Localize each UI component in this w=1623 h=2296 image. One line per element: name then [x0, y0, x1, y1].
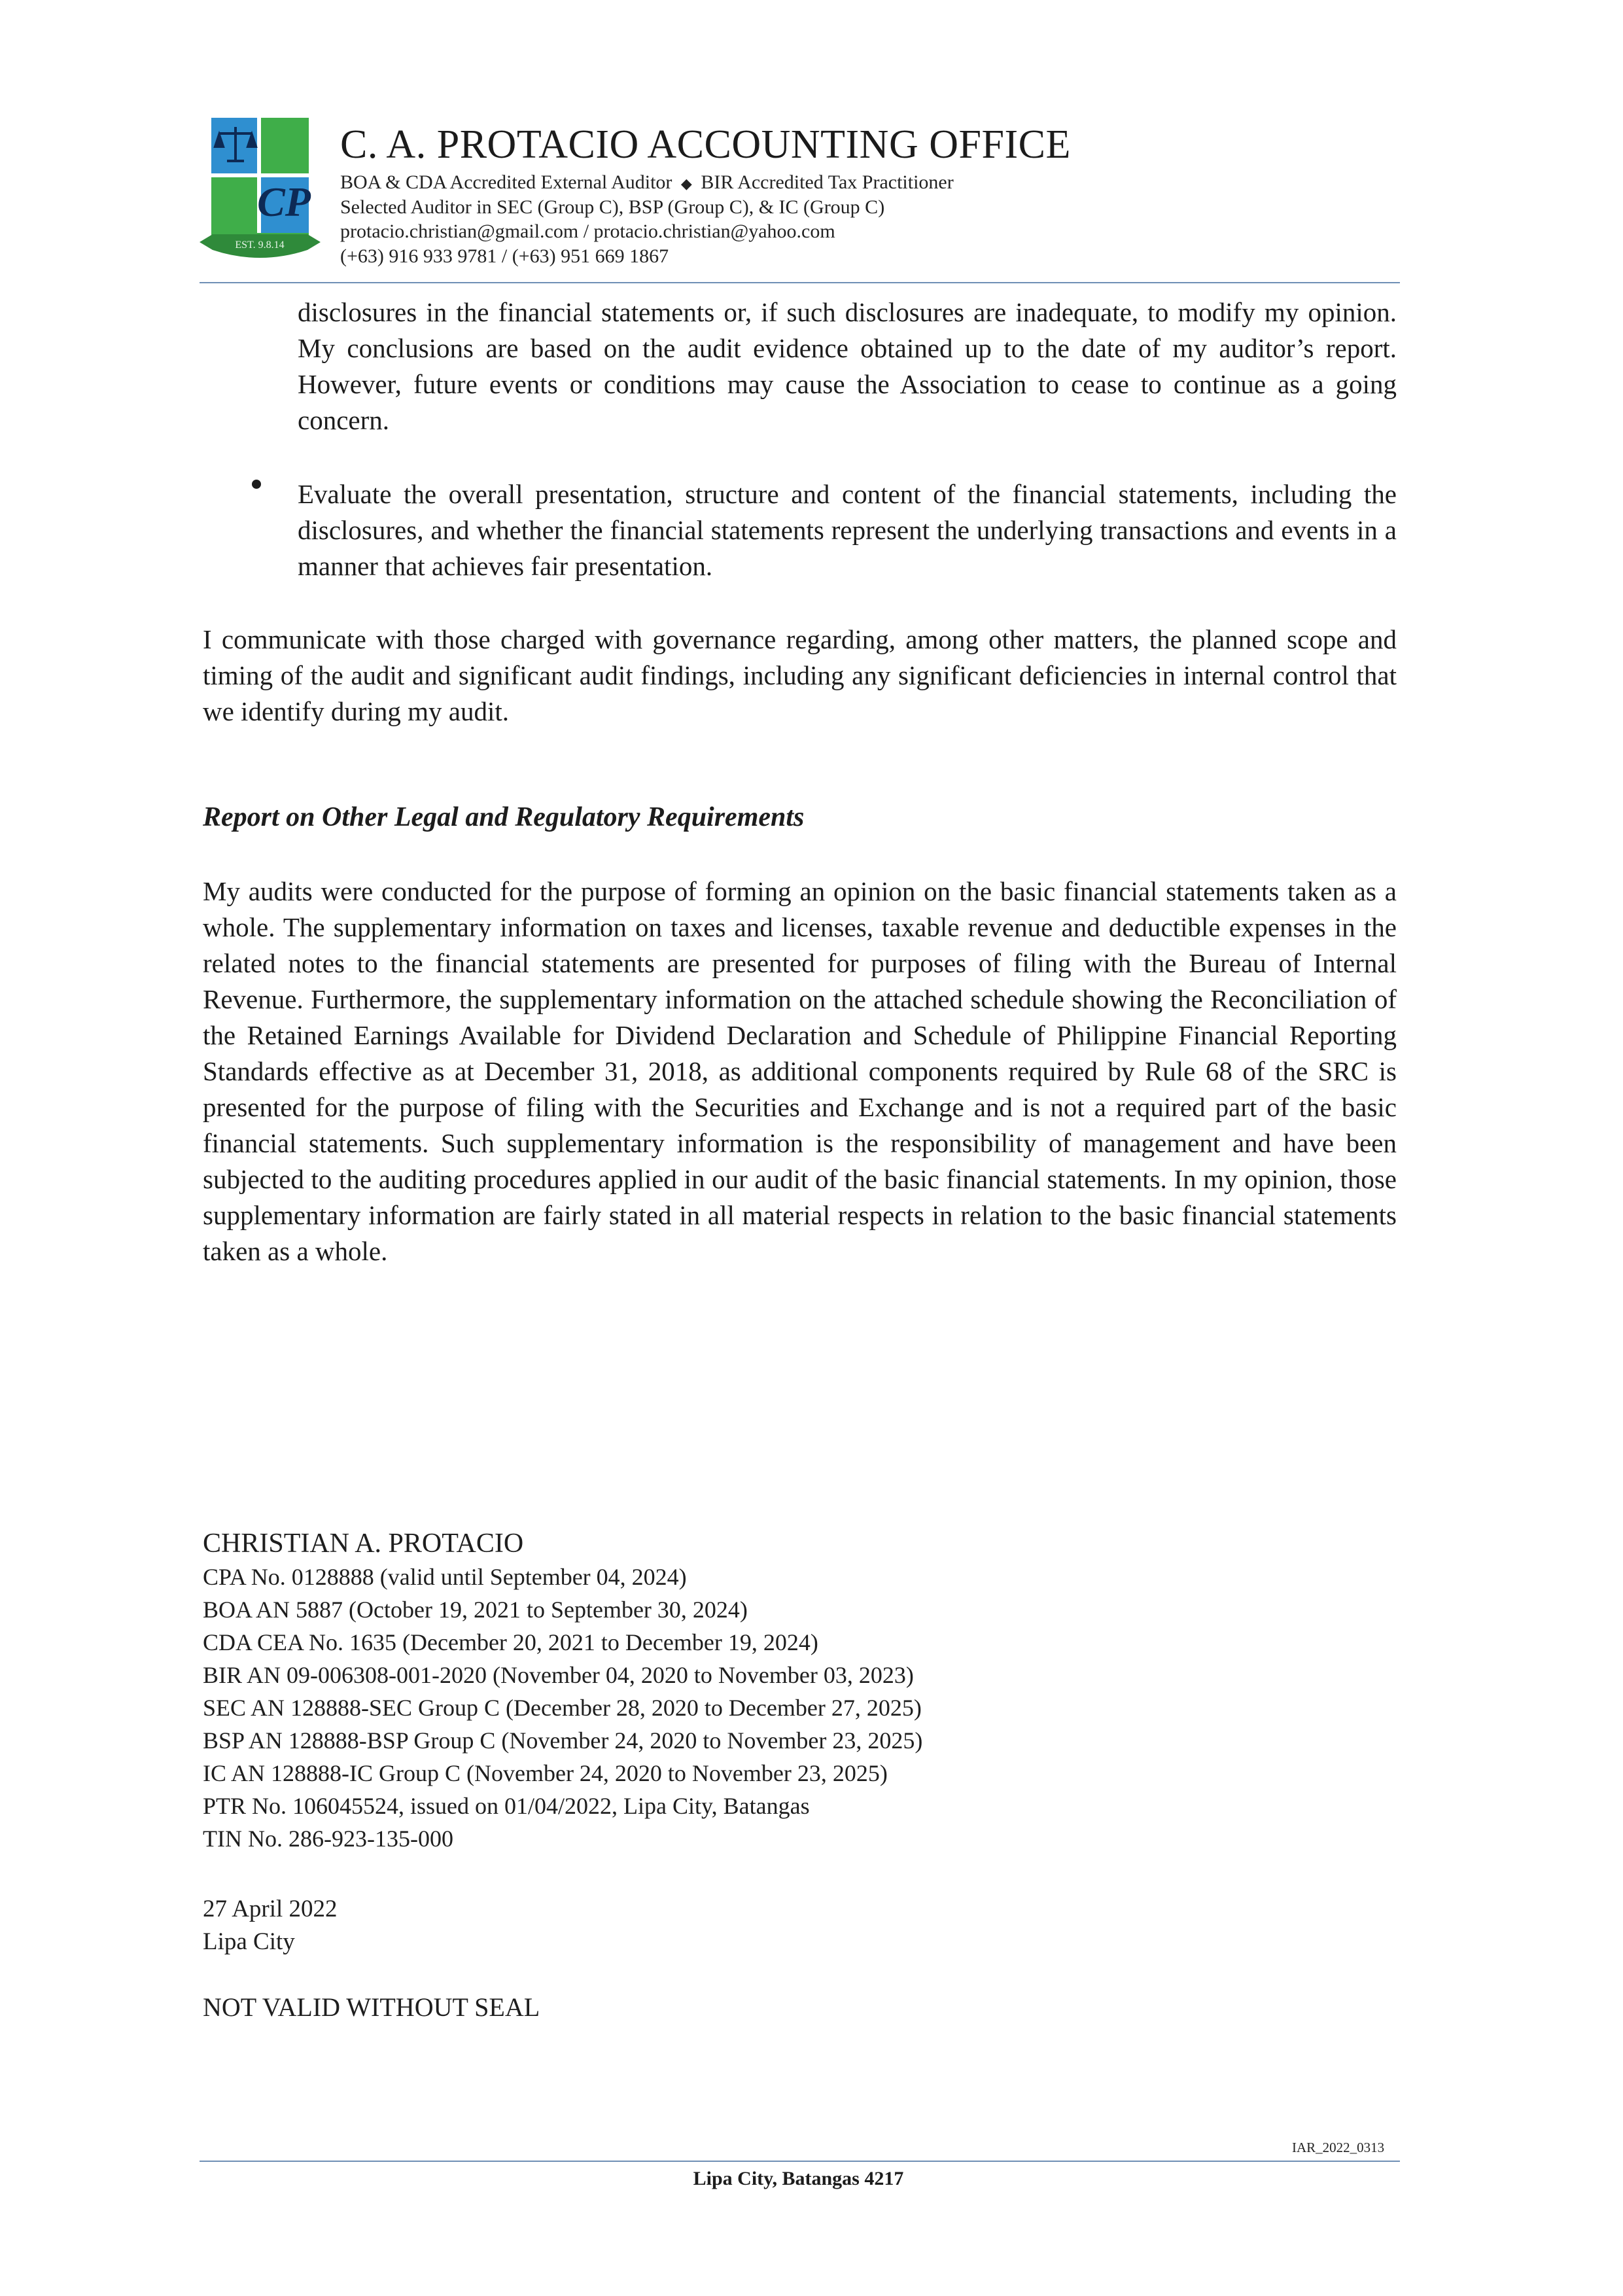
monogram-text: CP: [257, 179, 311, 225]
continuation-paragraph: disclosures in the financial statements or, if such disclosures are inadequate, to modify my opinion. My conclusions are based on the audit evidence obtained up to the date of my auditor’s report. However, future events or conditions may cause the Association to cease to continue as a going concern.: [298, 297, 1397, 435]
section-heading: Report on Other Legal and Regulatory Requirements: [203, 802, 805, 832]
credential-line: BOA AN 5887 (October 19, 2021 to September 30, 2024): [203, 1597, 748, 1623]
accreditation-line: [340, 171, 954, 194]
accreditation-right: BIR Accredited Tax Practitioner: [701, 171, 954, 193]
email-line: protacio.christian@gmail.com / protacio.christian@yahoo.com: [340, 221, 835, 242]
bullet-paragraph: Evaluate the overall presentation, structure and content of the financial statements, including the disclosures, and whether the financial statements represent the underlying transactions and events in a manner that achieves fair presentation.: [298, 479, 1397, 581]
credential-line: IC AN 128888-IC Group C (November 24, 2020 to November 23, 2025): [203, 1760, 888, 1786]
credential-line: PTR No. 106045524, issued on 01/04/2022, Lipa City, Batangas: [203, 1793, 810, 1819]
report-place: Lipa City: [203, 1928, 295, 1955]
bullet-icon: [252, 480, 261, 489]
credential-line: CDA CEA No. 1635 (December 20, 2021 to December 19, 2024): [203, 1629, 818, 1655]
selected-auditor-line: Selected Auditor in SEC (Group C), BSP (Group C), & IC (Group C): [340, 196, 885, 218]
header-divider: [200, 282, 1400, 283]
report-date: 27 April 2022: [203, 1896, 338, 1922]
phone-line: (+63) 916 933 9781 / (+63) 951 669 1867: [340, 245, 669, 267]
credential-line: CPA No. 0128888 (valid until September 04, 2024): [203, 1564, 687, 1590]
document-id: IAR_2022_0313: [1292, 2140, 1385, 2155]
other-requirements-paragraph: My audits were conducted for the purpose of forming an opinion on the basic financial statements taken as a whole. The supplementary information on taxes and licenses, taxable revenue and deductible expenses in the related notes to the financial statements are presented for purposes of filing with the Bureau of Internal Revenue. Furthermore, the supplementary information on the attached schedule showing the Reconciliation of the Retained Earnings Available for Dividend Declaration and Schedule of Philippine Financial Reporting Standards effective as at December 31, 2018, as additional components required by Rule 68 of the SRC is presented for the purpose of filing with the Securities and Exchange and is not a required part of the basic financial statements. Such supplementary information is the responsibility of management and have been subjected to the auditing procedures applied in our audit of the basic financial statements. In my opinion, those supplementary information are fairly stated in all material respects in relation to the basic financial statements taken as a whole.: [203, 876, 1397, 1266]
diamond-separator-icon: ◆: [680, 175, 692, 192]
credential-line: SEC AN 128888-SEC Group C (December 28, 2020 to December 27, 2025): [203, 1695, 922, 1721]
credential-line: TIN No. 286-923-135-000: [203, 1826, 453, 1852]
footer-address: Lipa City, Batangas 4217: [693, 2168, 904, 2189]
credential-line: BSP AN 128888-BSP Group C (November 24, 2020 to November 23, 2025): [203, 1727, 923, 1754]
accreditation-left: BOA & CDA Accredited External Auditor: [340, 171, 672, 193]
footer-address-row: [0, 2168, 1623, 2190]
ribbon-text: EST. 9.8.14: [235, 239, 285, 251]
firm-name: C. A. PROTACIO ACCOUNTING OFFICE: [340, 122, 1071, 167]
letterhead: [200, 118, 1406, 281]
seal-notice: NOT VALID WITHOUT SEAL: [203, 1992, 540, 2022]
governance-paragraph: I communicate with those charged with governance regarding, among other matters, the planned scope and timing of the audit and significant audit findings, including any significant deficiencies in internal control that we identify during my audit.: [203, 624, 1397, 726]
credential-line: BIR AN 09-006308-001-2020 (November 04, 2020 to November 03, 2023): [203, 1662, 914, 1688]
firm-logo: [200, 118, 321, 272]
signatory-name: CHRISTIAN A. PROTACIO: [203, 1528, 524, 1559]
footer-divider: [200, 2161, 1400, 2162]
